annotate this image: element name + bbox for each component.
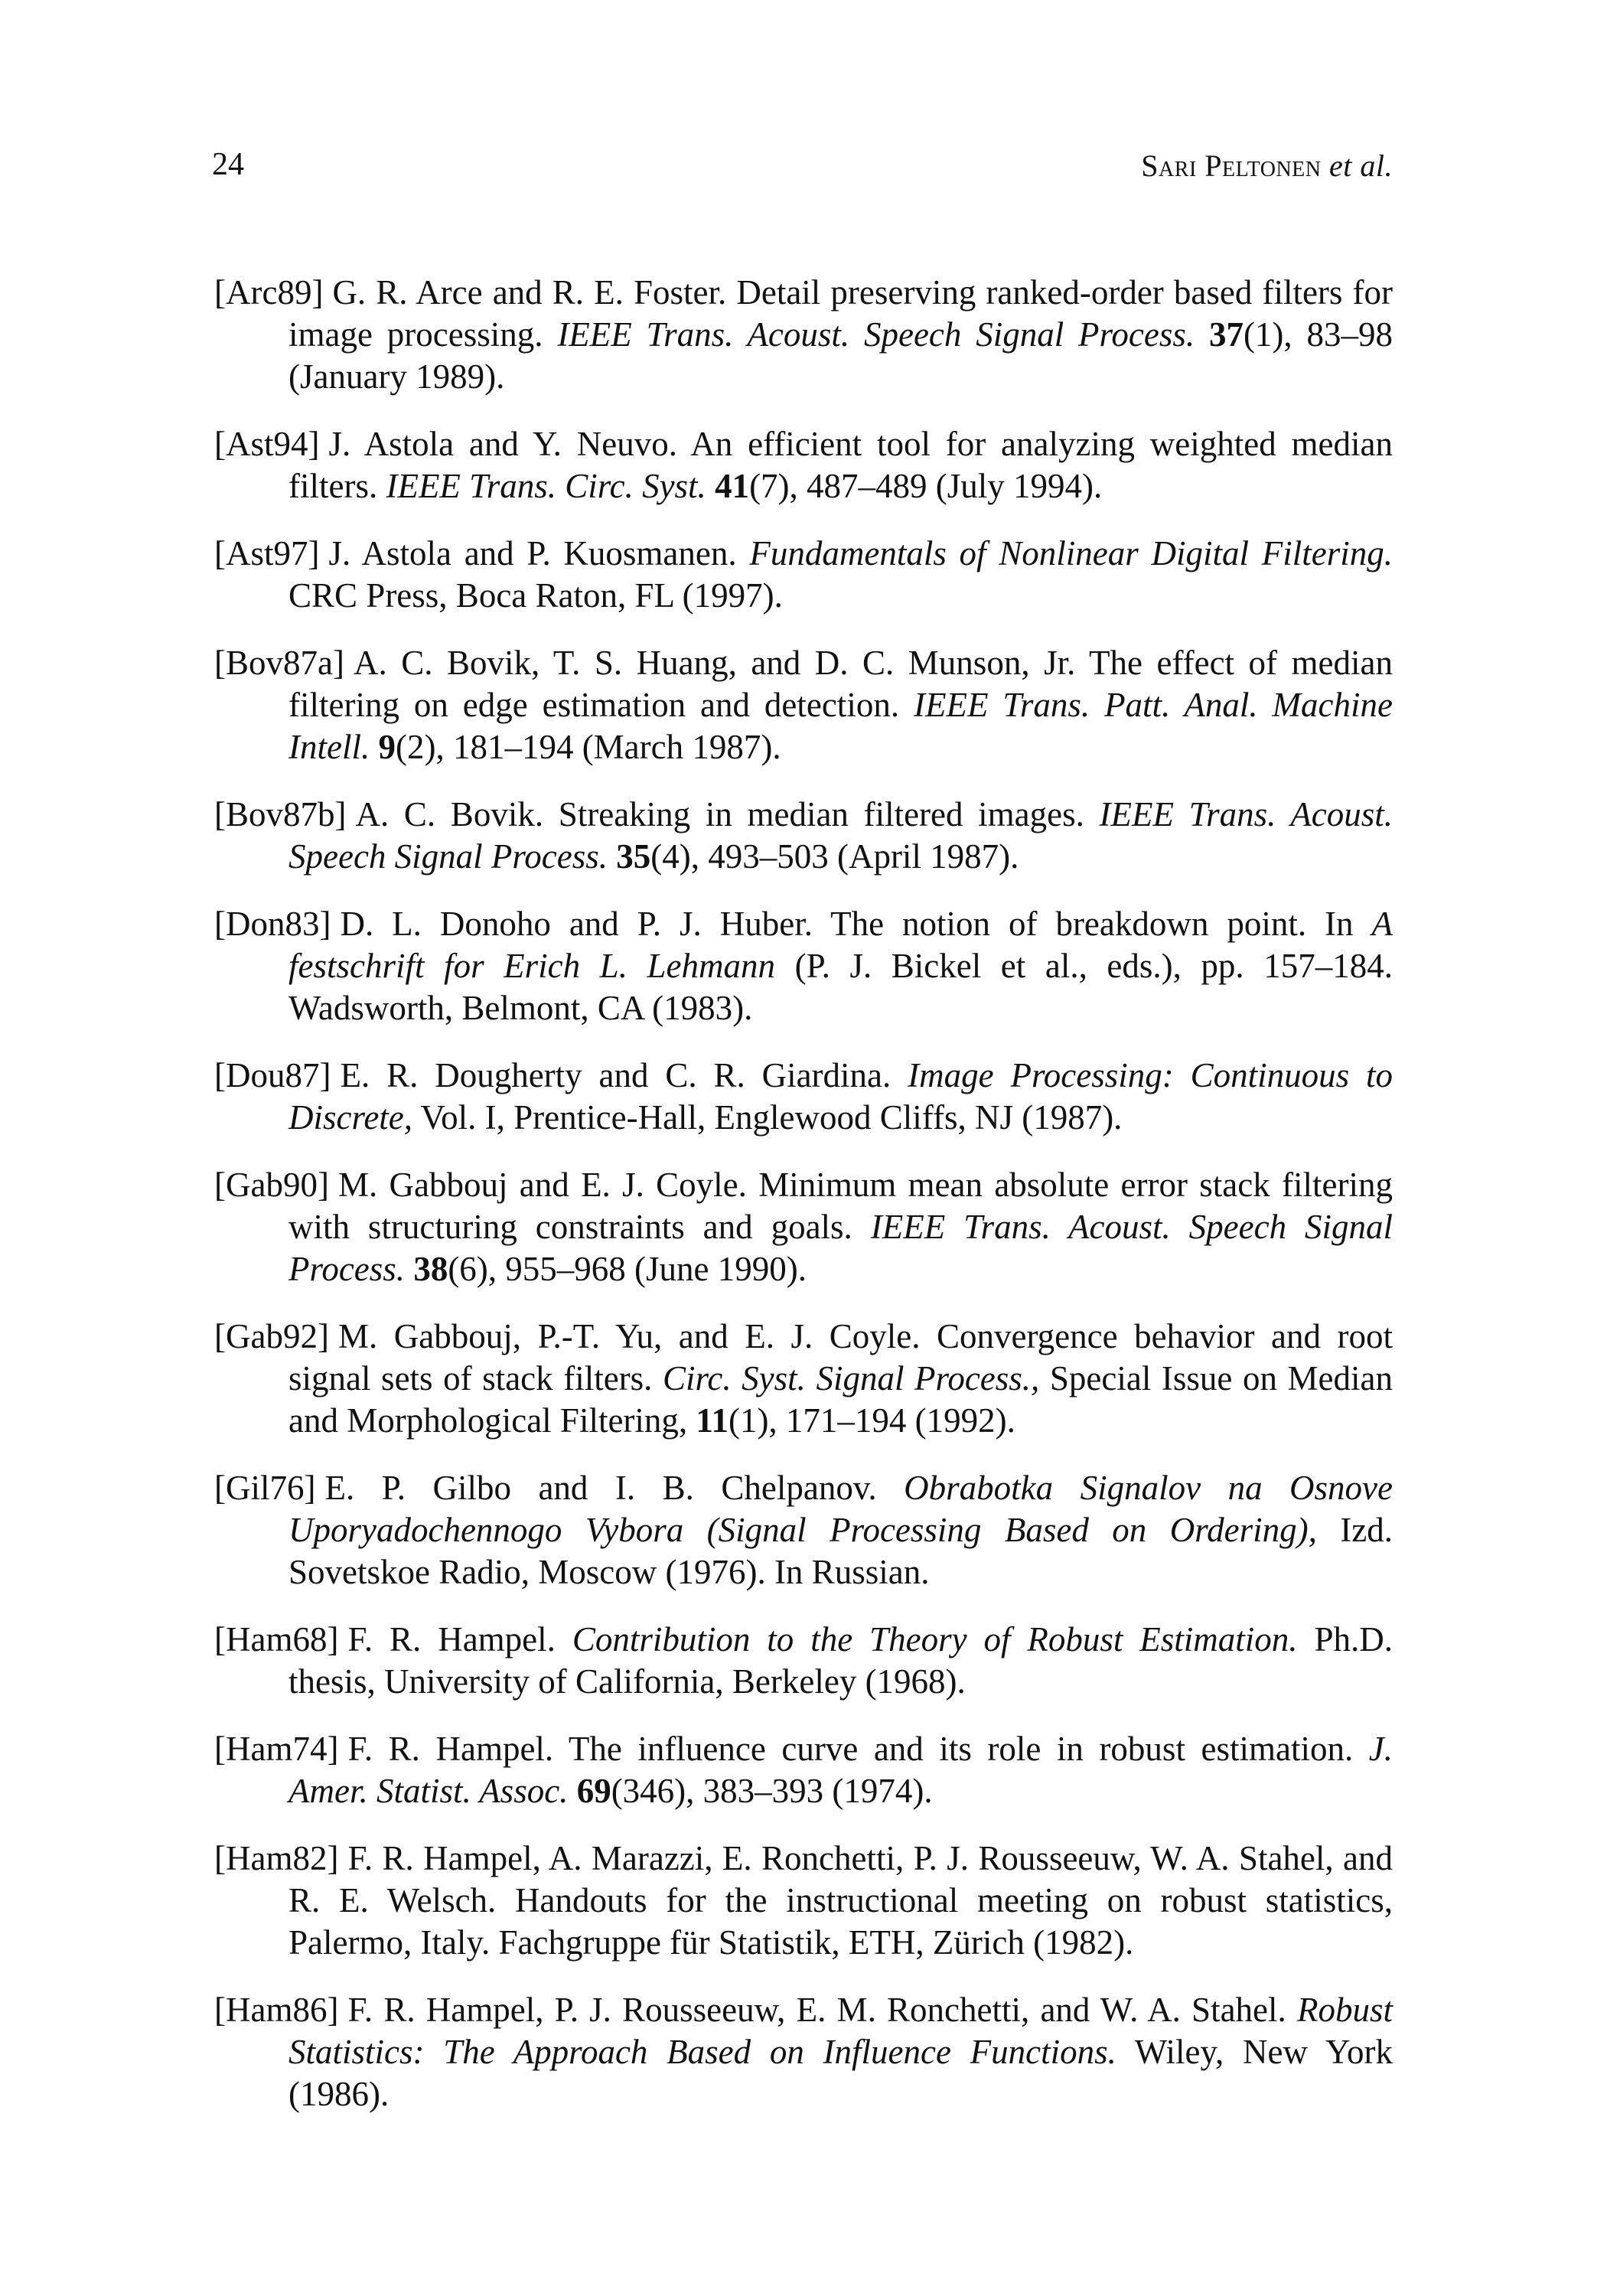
reference-entry <box>214 1989 1393 2115</box>
reference-text: E. P. Gilbo and I. B. Chelpanov. <box>324 1469 905 1507</box>
reference-text: (7), 487–489 (July 1994). <box>749 467 1103 505</box>
reference-text: A. C. Bovik. Streaking in median filtered images. <box>355 795 1100 833</box>
reference-text: M. Gabbouj and E. J. Coyle. Minimum mean absolute error stack filtering with structuring constraints and goals. <box>288 1166 1393 1246</box>
reference-text: Izd. Sovetskoe Radio, Moscow (1976). In Russian. <box>288 1511 1393 1591</box>
reference-text <box>706 467 715 505</box>
reference-text <box>568 1772 576 1810</box>
reference-entry <box>214 1728 1393 1812</box>
reference-text: F. R. Hampel, P. J. Rousseeuw, E. M. Ronchetti, and W. A. Stahel. <box>347 1991 1297 2029</box>
reference-text: J. Astola and Y. Neuvo. An efficient tool for analyzing weighted median filters. <box>288 425 1393 505</box>
reference-title: Robust Statistics: The Approach Based on Influence Functions. <box>288 1991 1393 2071</box>
reference-text: (2), 181–194 (March 1987). <box>395 728 781 766</box>
reference-text: F. R. Hampel. <box>347 1620 572 1658</box>
reference-entry <box>214 642 1393 768</box>
reference-entry <box>214 1619 1393 1703</box>
reference-title: A festschrift for Erich L. Lehmann <box>288 905 1393 985</box>
reference-text: F. R. Hampel. The influence curve and its role in robust estimation. <box>347 1730 1369 1768</box>
reference-title: Fundamentals of Nonlinear Digital Filtering. <box>749 534 1393 572</box>
reference-key: [Ham74] <box>214 1730 339 1768</box>
reference-key: [Ham86] <box>214 1991 339 2029</box>
reference-text: CRC Press, Boca Raton, FL (1997). <box>288 576 783 615</box>
reference-text <box>608 837 616 876</box>
reference-text <box>1195 315 1209 354</box>
reference-volume: 38 <box>413 1250 448 1288</box>
running-head-author: Sari Peltonen <box>1141 148 1322 183</box>
reference-key: [Ham68] <box>214 1620 339 1658</box>
reference-text: (1), 83–98 (January 1989). <box>288 315 1393 396</box>
reference-entry <box>214 1838 1393 1964</box>
reference-key: [Gab90] <box>214 1166 329 1204</box>
reference-text: Wiley, New York (1986). <box>288 2033 1393 2113</box>
reference-entry <box>214 903 1393 1029</box>
reference-title: IEEE Trans. Circ. Syst. <box>386 467 706 505</box>
reference-title: IEEE Trans. Patt. Anal. Machine Intell. <box>288 686 1393 766</box>
reference-text: Ph.D. thesis, University of California, Berkeley (1968). <box>288 1620 1393 1701</box>
reference-key: [Ast97] <box>214 534 320 572</box>
reference-volume: 11 <box>696 1401 729 1440</box>
reference-entry <box>214 1316 1393 1442</box>
reference-title: Obrabotka Signalov na Osnove Uporyadochennogo Vybora (Signal Processing Based on Ordering), <box>288 1469 1393 1549</box>
reference-key: [Gab92] <box>214 1317 329 1355</box>
page-number: 24 <box>212 147 244 182</box>
running-head <box>1141 147 1393 185</box>
reference-text: Special Issue on Median and Morphological Filtering, <box>288 1359 1393 1440</box>
reference-entry <box>214 272 1393 398</box>
reference-key: [Bov87a] <box>214 644 344 682</box>
reference-title: IEEE Trans. Acoust. Speech Signal Process. <box>288 795 1393 876</box>
reference-text: (6), 955–968 (June 1990). <box>448 1250 807 1288</box>
reference-text <box>405 1250 413 1288</box>
reference-title: IEEE Trans. Acoust. Speech Signal Process. <box>557 315 1195 354</box>
reference-volume: 35 <box>616 837 651 876</box>
reference-title: IEEE Trans. Acoust. Speech Signal Process. <box>288 1208 1393 1288</box>
reference-text: (P. J. Bickel et al., eds.), pp. 157–184. Wadsworth, Belmont, CA (1983). <box>288 947 1393 1027</box>
reference-text: F. R. Hampel, A. Marazzi, E. Ronchetti, P. J. Rousseeuw, W. A. Stahel, and R. E. Welsch. Handouts for the instructional meeting on robust statistics, Palermo, Italy. Fachgruppe für Statistik, ETH, Zürich (1982). <box>288 1839 1393 1962</box>
reference-text: (4), 493–503 (April 1987). <box>650 837 1019 876</box>
reference-text: G. R. Arce and R. E. Foster. Detail preserving ranked-order based filters for image processing. <box>288 273 1393 354</box>
reference-text: A. C. Bovik, T. S. Huang, and D. C. Munson, Jr. The effect of median filtering on edge estimation and detection. <box>288 644 1393 724</box>
reference-text: D. L. Donoho and P. J. Huber. The notion of breakdown point. In <box>340 905 1372 943</box>
reference-text: M. Gabbouj, P.-T. Yu, and E. J. Coyle. Convergence behavior and root signal sets of stack filters. <box>288 1317 1393 1397</box>
reference-key: [Ham82] <box>214 1839 339 1877</box>
reference-key: [Don83] <box>214 905 331 943</box>
reference-title: Image Processing: Continuous to Discrete, <box>288 1056 1393 1137</box>
reference-volume: 9 <box>378 728 396 766</box>
reference-list <box>214 272 1393 2141</box>
running-head-etal: et al. <box>1329 148 1393 183</box>
reference-entry <box>214 1164 1393 1290</box>
reference-text: J. Astola and P. Kuosmanen. <box>328 534 750 572</box>
reference-text: (1), 171–194 (1992). <box>728 1401 1015 1440</box>
reference-volume: 41 <box>715 467 750 505</box>
reference-title: Circ. Syst. Signal Process., <box>662 1359 1040 1397</box>
reference-entry <box>214 1055 1393 1139</box>
reference-text: Vol. I, Prentice-Hall, Englewood Cliffs, NJ (1987). <box>412 1098 1123 1137</box>
reference-entry <box>214 533 1393 617</box>
reference-volume: 69 <box>576 1772 611 1810</box>
reference-volume: 37 <box>1208 315 1244 354</box>
reference-entry <box>214 794 1393 878</box>
reference-key: [Bov87b] <box>214 795 347 833</box>
reference-text: E. R. Dougherty and C. R. Giardina. <box>340 1056 908 1094</box>
reference-entry <box>214 423 1393 507</box>
reference-text <box>370 728 378 766</box>
reference-key: [Dou87] <box>214 1056 331 1094</box>
reference-entry <box>214 1467 1393 1593</box>
reference-title: J. Amer. Statist. Assoc. <box>288 1730 1393 1810</box>
reference-key: [Gil76] <box>214 1469 316 1507</box>
reference-text: (346), 383–393 (1974). <box>611 1772 933 1810</box>
reference-key: [Arc89] <box>214 273 324 311</box>
reference-key: [Ast94] <box>214 425 320 463</box>
reference-title: Contribution to the Theory of Robust Estimation. <box>572 1620 1298 1658</box>
